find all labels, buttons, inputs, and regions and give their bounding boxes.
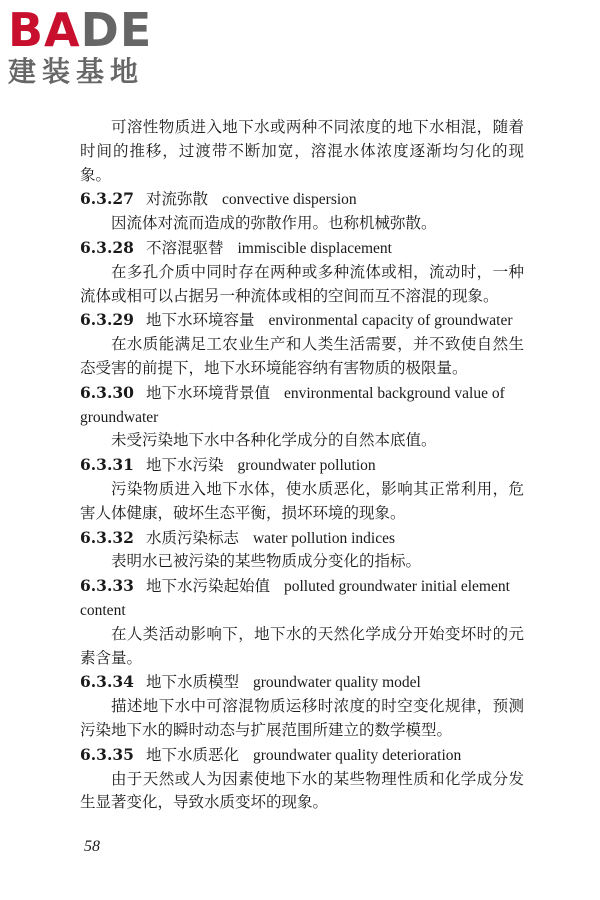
term-entry — [80, 236, 524, 308]
term-entry — [80, 187, 524, 236]
term-number: 6.3.30 — [80, 382, 134, 402]
term-definition: 污染物质进入地下水体，使水质恶化，影响其正常利用，危害人体健康，破坏生态平衡，损坏环境的现象。 — [80, 479, 524, 522]
term-heading — [80, 574, 524, 623]
term-definition: 由于天然或人为因素使地下水的某些物理性质和化学成分发生显著变化，导致水质变坏的现象。 — [80, 769, 524, 812]
term-definition: 在多孔介质中同时存在两种或多种流体或相，流动时，一种流体或相可以占据另一种流体或相的空间而互不溶混的现象。 — [80, 262, 524, 305]
term-heading — [80, 670, 524, 695]
term-heading — [80, 187, 524, 212]
term-english: groundwater pollution — [237, 457, 376, 475]
page-number: 58 — [84, 838, 100, 855]
term-number: 6.3.35 — [80, 744, 134, 764]
term-chinese: 地下水质恶化 — [145, 745, 239, 764]
term-chinese: 地下水环境容量 — [145, 311, 255, 330]
term-entry — [80, 670, 524, 742]
term-entry — [80, 381, 524, 453]
term-number: 6.3.31 — [80, 455, 134, 475]
term-chinese: 对流弥散 — [145, 190, 208, 209]
bade-logo — [8, 3, 178, 90]
term-definition: 描述地下水中可溶混物质运移时浓度的时空变化规律，预测污染地下水的瞬时动态与扩展范围所建立的数学模型。 — [80, 697, 524, 739]
term-chinese: 不溶混驱替 — [145, 238, 224, 257]
term-definition: 在人类活动影响下，地下水的天然化学成分开始变坏时的元素含量。 — [80, 624, 524, 667]
term-english: environmental background value of groundwater — [80, 384, 505, 426]
term-heading — [80, 743, 524, 768]
term-english: groundwater quality model — [252, 674, 421, 692]
term-english: water pollution indices — [252, 529, 396, 547]
term-entry — [80, 453, 524, 525]
logo-wordmark: BADE — [8, 3, 153, 57]
term-entry — [80, 743, 524, 815]
term-number: 6.3.27 — [80, 189, 134, 209]
term-definition: 因流体对流而造成的弥散作用。也称机械弥散。 — [111, 214, 437, 233]
term-number: 6.3.32 — [80, 527, 134, 547]
term-heading — [80, 308, 524, 333]
term-number: 6.3.34 — [80, 672, 134, 692]
term-english: convective dispersion — [221, 191, 357, 209]
term-chinese: 地下水环境背景值 — [145, 383, 270, 402]
term-heading — [80, 236, 524, 261]
term-english: groundwater quality deterioration — [252, 746, 462, 764]
term-heading — [80, 381, 524, 430]
term-english: polluted groundwater initial element content — [80, 578, 510, 619]
term-entry — [80, 574, 524, 670]
term-chinese: 地下水污染 — [145, 456, 224, 475]
term-chinese: 水质污染标志 — [145, 528, 239, 547]
term-definition: 在水质能满足工农业生产和人类生活需要，并不致使自然生态受害的前提下，地下水环境能容纳有害物质的极限量。 — [80, 335, 524, 377]
term-number: 6.3.33 — [80, 576, 134, 596]
term-entry — [80, 526, 524, 575]
intro-paragraph: 可溶性物质进入地下水或两种不同浓度的地下水相混，随着时间的推移，过渡带不断加宽，溶混水体浓度逐渐均匀化的现象。 — [80, 118, 524, 184]
term-chinese: 地下水质模型 — [145, 673, 239, 692]
term-heading — [80, 453, 524, 478]
term-entry — [80, 308, 524, 380]
term-number: 6.3.28 — [80, 237, 134, 257]
term-chinese: 地下水污染起始值 — [145, 577, 270, 596]
term-number: 6.3.29 — [80, 310, 134, 330]
term-definition: 表明水已被污染的某些物质成分变化的指标。 — [111, 552, 422, 571]
term-english: immiscible displacement — [237, 239, 392, 257]
term-english: environmental capacity of groundwater — [268, 312, 513, 330]
term-heading — [80, 526, 524, 551]
document-body — [80, 116, 524, 815]
term-definition: 未受污染地下水中各种化学成分的自然本底值。 — [111, 431, 437, 450]
logo-subtitle: 建装基地 — [8, 55, 145, 88]
